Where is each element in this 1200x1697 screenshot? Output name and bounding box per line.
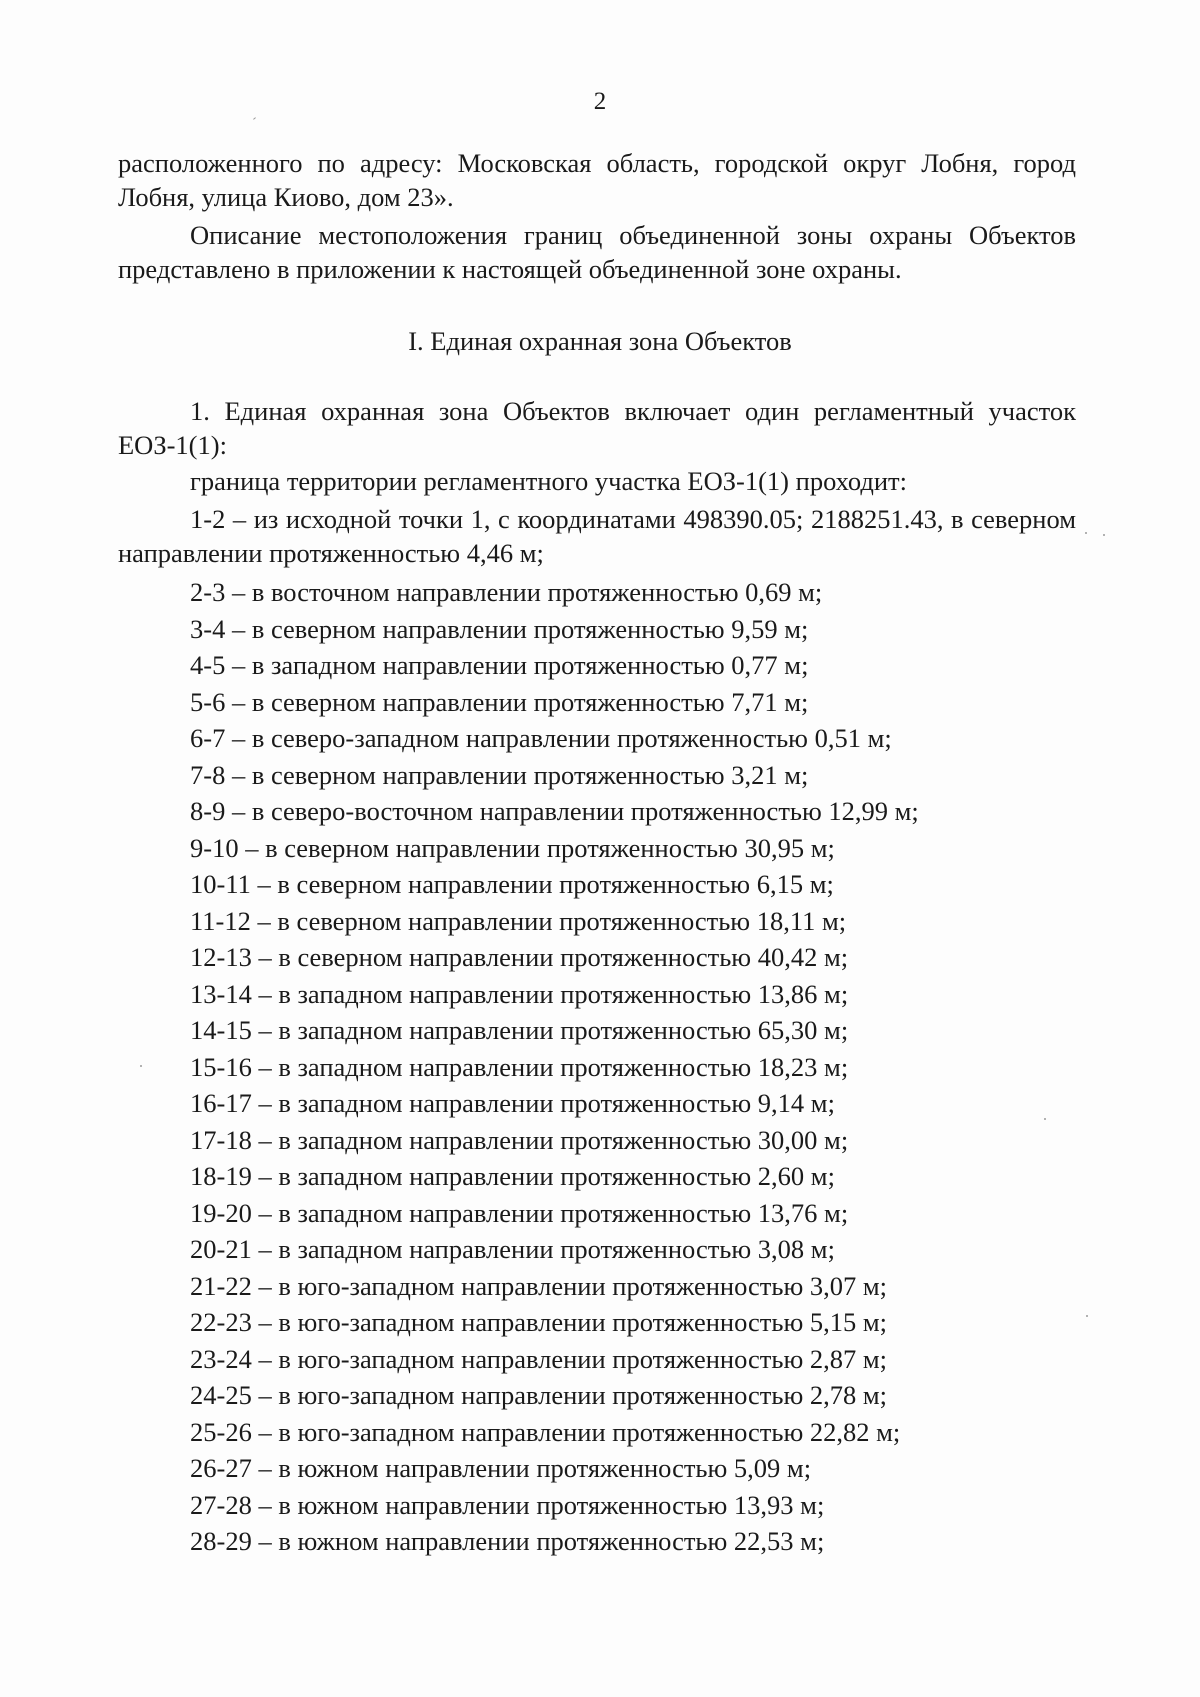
- scan-speck: [1086, 1315, 1088, 1317]
- item-1-text: 1. Единая охранная зона Объектов включает один регламентный участок ЕОЗ-1(1):: [118, 396, 1076, 460]
- segment-item: 26-27 – в южном направлении протяженностью 5,09 м;: [190, 1453, 812, 1483]
- segment-item: 4-5 – в западном направлении протяженностью 0,77 м;: [190, 650, 809, 680]
- segment-item: 20-21 – в западном направлении протяженностью 3,08 м;: [190, 1234, 835, 1264]
- page-number: 2: [593, 88, 607, 115]
- scan-speck: [1103, 534, 1105, 536]
- segment-item: 6-7 – в северо-западном направлении протяженностью 0,51 м;: [190, 723, 892, 753]
- segment-item: 2-3 – в восточном направлении протяженностью 0,69 м;: [190, 577, 823, 607]
- segment-item: 21-22 – в юго-западном направлении протяженностью 3,07 м;: [190, 1270, 888, 1301]
- segment-item: 18-19 – в западном направлении протяженностью 2,60 м;: [190, 1161, 835, 1191]
- segment-item: 24-25 – в юго-западном направлении протяженностью 2,78 м;: [190, 1380, 888, 1410]
- segment-item: 22-23 – в юго-западном направлении протяженностью 5,15 м;: [190, 1307, 888, 1337]
- segment-item: 7-8 – в северном направлении протяженностью 3,21 м;: [190, 759, 809, 790]
- segment-item: 11-12 – в северном направлении протяженностью 18,11 м;: [190, 905, 847, 936]
- paragraph-address: расположенного по адресу: Московская область, городской округ Лобня, город Лобня, улица Киово, дом 23».: [118, 148, 1076, 212]
- section-heading: I. Единая охранная зона Объектов: [408, 326, 792, 356]
- segment-item: 17-18 – в западном направлении протяженностью 30,00 м;: [190, 1124, 849, 1155]
- segment-item: 27-28 – в южном направлении протяженностью 13,93 м;: [190, 1489, 825, 1520]
- boundary-lead-text: граница территории регламентного участка ЕОЗ-1(1) проходит:: [190, 466, 907, 496]
- scan-speck: [253, 117, 256, 120]
- segment-item: 25-26 – в юго-западном направлении протяженностью 22,82 м;: [190, 1416, 901, 1447]
- scan-speck: [1044, 1118, 1046, 1120]
- segment-item: 12-13 – в северном направлении протяженностью 40,42 м;: [190, 942, 849, 972]
- scan-speck: [140, 1065, 142, 1067]
- segment-item: 3-4 – в северном направлении протяженностью 9,59 м;: [190, 613, 809, 644]
- segment-item: 28-29 – в южном направлении протяженностью 22,53 м;: [190, 1526, 825, 1556]
- segment-item: 23-24 – в юго-западном направлении протяженностью 2,87 м;: [190, 1343, 888, 1374]
- paragraph-description: Описание местоположения границ объединенной зоны охраны Объектов представлено в приложении к настоящей объединенной зоне охраны.: [118, 220, 1076, 284]
- segment-item: 16-17 – в западном направлении протяженностью 9,14 м;: [190, 1088, 835, 1118]
- segment-item: 19-20 – в западном направлении протяженностью 13,76 м;: [190, 1197, 849, 1228]
- segment-item: 8-9 – в северо-восточном направлении протяженностью 12,99 м;: [190, 796, 919, 826]
- segment-item: 13-14 – в западном направлении протяженностью 13,86 м;: [190, 978, 849, 1009]
- segment-item: 10-11 – в северном направлении протяженностью 6,15 м;: [190, 869, 834, 899]
- segment-item: 9-10 – в северном направлении протяженностью 30,95 м;: [190, 832, 835, 863]
- segment-item: 5-6 – в северном направлении протяженностью 7,71 м;: [190, 686, 809, 717]
- segment-item: 15-16 – в западном направлении протяженностью 18,23 м;: [190, 1051, 849, 1082]
- first-segment-text: 1-2 – из исходной точки 1, с координатами 498390.05; 2188251.43, в северном направлении протяженностью 4,46 м;: [118, 504, 1076, 568]
- scan-speck: [1085, 532, 1087, 534]
- segment-item: 14-15 – в западном направлении протяженностью 65,30 м;: [190, 1015, 849, 1045]
- segment-list: [190, 574, 919, 1560]
